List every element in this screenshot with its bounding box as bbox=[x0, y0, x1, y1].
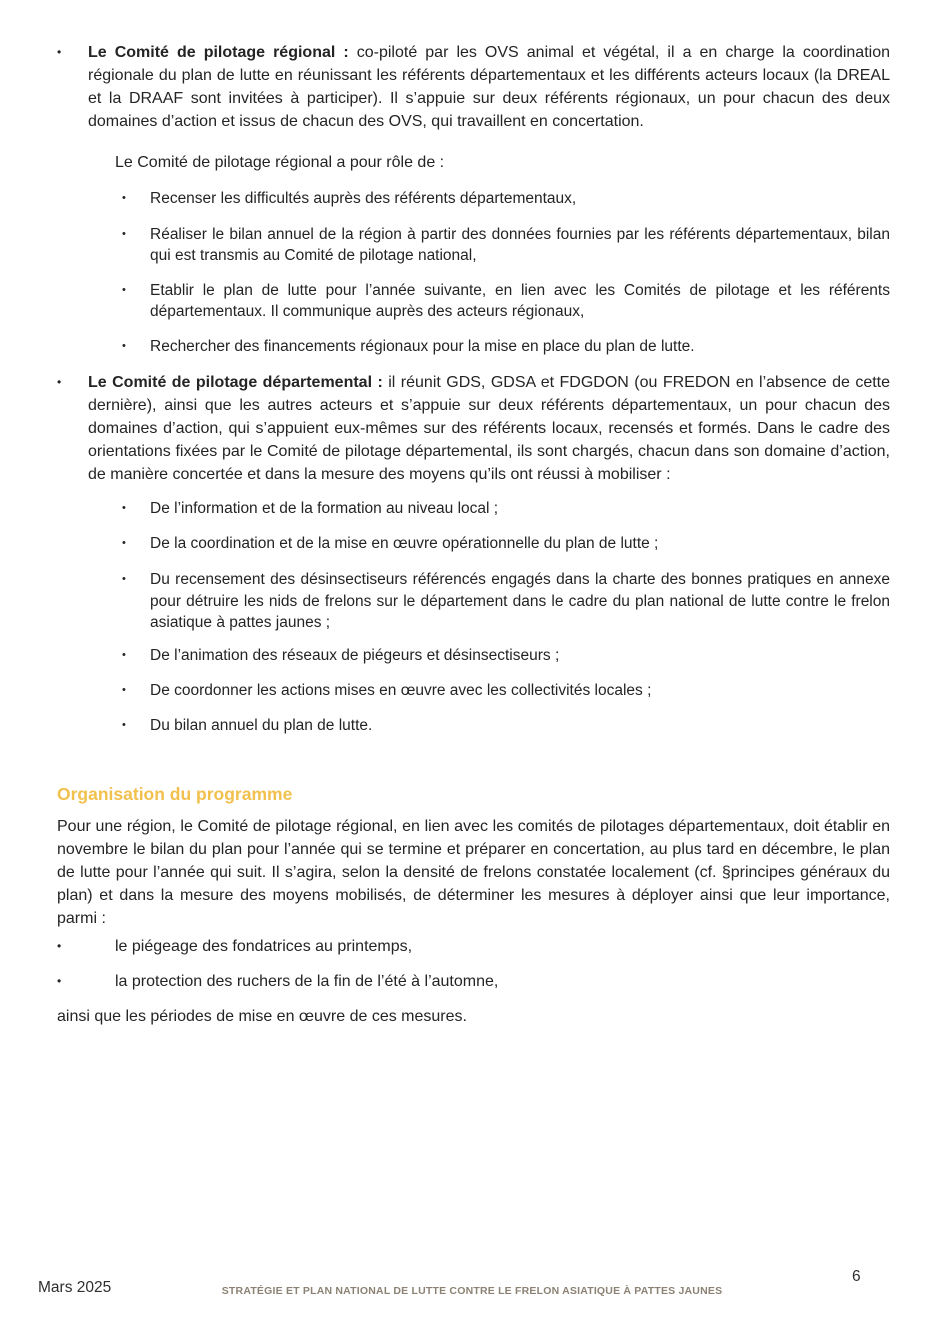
bullet-icon: • bbox=[57, 974, 62, 988]
list-item bbox=[57, 935, 890, 958]
bullet-icon: • bbox=[122, 283, 126, 296]
bullet-lead-departemental: Le Comité de pilotage départemental : bbox=[88, 374, 383, 391]
sub-bullet-item bbox=[122, 336, 890, 358]
sub-bullet-text: De l’information et de la formation au niveau local ; bbox=[150, 500, 499, 517]
list-item-text: le piégeage des fondatrices au printemps, bbox=[115, 938, 413, 955]
intro-line-regional: Le Comité de pilotage régional a pour rôle de : bbox=[115, 154, 445, 171]
body-paragraph: Pour une région, le Comité de pilotage régional, en lien avec les comités de pilotages départementaux, doit établir en novembre le bilan du plan pour l’année qui se termine et préparer en concertation, au plus tard en décembre, le plan de lutte pour l’année qui suit. Il s’agira, selon la densité de frelons constatée localement (cf. §principes généraux du plan) et dans la mesure des moyens mobilisés, de déterminer les mesures à déployer ainsi que leur importance, parmi : bbox=[57, 818, 890, 927]
bullet-icon: • bbox=[122, 718, 126, 731]
bullet-icon: • bbox=[57, 939, 62, 953]
sub-bullet-text: Recenser les difficultés auprès des référents départementaux, bbox=[150, 190, 577, 207]
sub-bullet-item bbox=[122, 224, 890, 267]
bullet-item-regional bbox=[57, 41, 890, 133]
bullet-icon: • bbox=[122, 192, 126, 204]
bullet-icon: • bbox=[57, 375, 62, 389]
bullet-paragraph-regional bbox=[88, 41, 890, 133]
bullet-icon: • bbox=[122, 339, 126, 352]
sub-bullet-text: De coordonner les actions mises en œuvre avec les collectivités locales ; bbox=[150, 682, 652, 699]
bullet-icon: • bbox=[122, 684, 126, 696]
sub-bullet-text: De la coordination et de la mise en œuvre opérationnelle du plan de lutte ; bbox=[150, 534, 659, 552]
footer-page-number: 6 bbox=[852, 1268, 861, 1285]
sub-bullet-item bbox=[122, 715, 890, 737]
bullet-body-regional: co-piloté par les OVS animal et végétal, il a en charge la coordination régionale du plan de lutte en réunissant les référents départementaux et les différents acteurs locaux (la DREAL et la DRAAF sont invitées à participer). Il s’appuie sur deux référents régionaux, un pour chacun des deux domaines d’action et issus de chacun des OVS, qui travaillent en concertation. bbox=[88, 44, 890, 130]
bullet-body-departemental: il réunit GDS, GDSA et FDGDON (ou FREDON en l’absence de cette dernière), ainsi que les autres acteurs et s’appuie sur deux référents départementaux, un pour chacun des domaines d’action, qui s’appuient eux-mêmes sur des référents locaux, recensés et formés. Dans le cadre des orientations fixées par le Comité de pilotage départemental, ils sont chargés, chacun dans son domaine d’action, de manière concertée et dans la mesure des moyens qu’ils ont réussi à mobiliser : bbox=[88, 374, 891, 483]
sub-bullet-item bbox=[122, 533, 890, 555]
bullet-icon: • bbox=[122, 573, 126, 585]
bullet-paragraph-departemental bbox=[88, 371, 890, 486]
list-item-text: la protection des ruchers de la fin de l’été à l’automne, bbox=[115, 973, 499, 990]
sub-bullet-text: Etablir le plan de lutte pour l’année suivante, en lien avec les Comités de pilotage et les référents départementaux. Il communique auprès des acteurs régionaux, bbox=[150, 281, 890, 320]
sub-bullet-item bbox=[122, 569, 890, 634]
sub-bullet-item bbox=[122, 188, 890, 210]
sub-bullet-text: Rechercher des financements régionaux pour la mise en place du plan de lutte. bbox=[150, 337, 695, 355]
closing-line: ainsi que les périodes de mise en œuvre de ces mesures. bbox=[57, 1008, 467, 1025]
bullet-item-departemental bbox=[57, 371, 890, 486]
bullet-lead-regional: Le Comité de pilotage régional : bbox=[88, 44, 349, 61]
list-item bbox=[57, 970, 890, 993]
sub-bullet-text: De l’animation des réseaux de piégeurs et désinsectiseurs ; bbox=[150, 646, 560, 664]
sub-bullet-item bbox=[122, 645, 890, 667]
content-area bbox=[57, 41, 890, 1028]
sub-bullet-item bbox=[122, 498, 890, 520]
bullet-icon: • bbox=[122, 227, 126, 240]
bullet-icon: • bbox=[57, 45, 62, 59]
sub-bullet-item bbox=[122, 680, 890, 702]
footer-date: Mars 2025 bbox=[38, 1279, 112, 1296]
footer-running-title: STRATÉGIE ET PLAN NATIONAL DE LUTTE CONTRE LE FRELON ASIATIQUE À PATTES JAUNES bbox=[221, 1285, 723, 1297]
bullet-icon: • bbox=[122, 648, 126, 661]
sub-bullet-item bbox=[122, 280, 890, 323]
bullet-icon: • bbox=[122, 536, 126, 549]
sub-bullet-text: Du bilan annuel du plan de lutte. bbox=[150, 716, 373, 734]
bullet-icon: • bbox=[122, 502, 126, 514]
section-heading: Organisation du programme bbox=[57, 784, 293, 804]
sub-bullet-text: Réaliser le bilan annuel de la région à partir des données fournies par les référents départementaux, bilan qui est transmis au Comité de pilotage national, bbox=[150, 225, 890, 264]
sub-bullet-text: Du recensement des désinsectiseurs référencés engagés dans la charte des bonnes pratiques en annexe pour détruire les nids de frelons sur le département dans le cadre du plan national de lutte contre le frelon asiatique à pattes jaunes ; bbox=[150, 571, 890, 631]
